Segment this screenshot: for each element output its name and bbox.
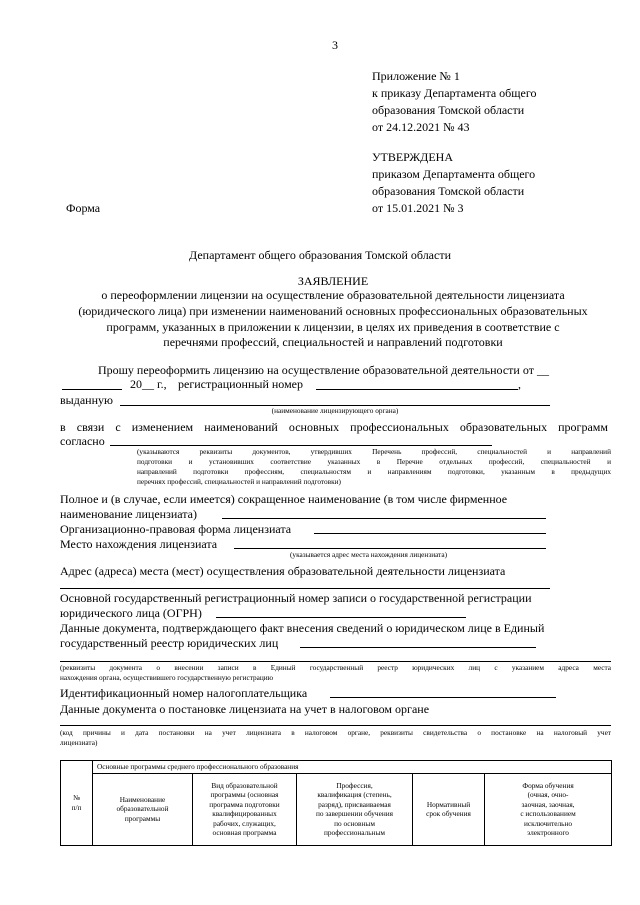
request-year: 20__ г., <box>130 377 167 391</box>
col-profession-header: Профессия, квалификация (степень, разряд), присваиваемая по завершении обучения по основным профессиональным <box>297 773 413 845</box>
change-hint-3: направлений подготовки профессиям, специальностям и направлениям подготовки, указанным в предыдущих <box>137 467 611 476</box>
tax-hint-1: (код причины и дата постановки на учет лицензиата в налоговом органе, реквизиты свидетельства о постановке на налоговый учет <box>60 728 611 737</box>
location-hint: (указывается адрес места нахождения лицензиата) <box>290 550 448 559</box>
statement-subtitle-2: (юридического лица) при изменении наименований основных профессиональных образовательных <box>78 304 588 318</box>
change-docs-field[interactable] <box>110 445 492 446</box>
request-reg-label: регистрационный номер <box>178 377 303 391</box>
issued-label: выданную <box>60 393 113 407</box>
fullname-field[interactable] <box>222 518 546 519</box>
approved-line-2: приказом Департамента общего <box>372 167 536 181</box>
change-hint-1: (указываются реквизиты документов, утвердивших Перечень профессий, специальностей и направлений <box>137 447 611 456</box>
department-name: Департамент общего образования Томской области <box>188 248 452 262</box>
col-number-header: № п/п <box>61 761 93 846</box>
request-line-1: Прошу переоформить лицензию на осуществление образовательной деятельности от __ <box>98 363 549 377</box>
egrul-extra-field[interactable] <box>60 661 611 662</box>
approved-title: УТВЕРЖДЕНА <box>372 150 454 164</box>
egrul-line-1: Данные документа, подтверждающего факт внесения сведений о юридическом лице в Единый <box>60 621 545 635</box>
ogrn-line-1: Основной государственный регистрационный номер записи о государственной регистрации <box>60 591 532 605</box>
inn-label: Идентификационный номер налогоплательщика <box>60 686 308 700</box>
appendix-line-1: Приложение № 1 <box>372 69 460 83</box>
egrul-hint-2: нахождения органа, осуществившего государственную регистрацию <box>60 673 274 682</box>
legal-form-field[interactable] <box>314 533 546 534</box>
col-name-header: Наименование образовательной программы <box>93 773 193 845</box>
fullname-line-1: Полное и (в случае, если имеется) сокращенное наименование (в том числе фирменное <box>60 492 508 506</box>
approved-line-4: от 15.01.2021 № 3 <box>372 201 464 215</box>
egrul-line-2: государственный реестр юридических лиц <box>60 636 279 650</box>
issuer-hint: (наименование лицензирующего органа) <box>271 406 399 415</box>
statement-subtitle-1: о переоформлении лицензии на осуществление образовательной деятельности лицензиата <box>101 288 565 302</box>
col-form-header: Форма обучения (очная, очно- заочная, заочная, с использованием исключительно электронного <box>485 773 612 845</box>
tax-doc-label: Данные документа о постановке лицензиата на учет в налоговом органе <box>60 702 430 716</box>
egrul-field[interactable] <box>300 647 536 648</box>
activity-address-label: Адрес (адреса) места (мест) осуществления образовательной деятельности лицензиата <box>60 564 506 578</box>
tax-hint-2: лицензиата) <box>60 738 98 747</box>
date-day-field[interactable] <box>62 389 122 390</box>
appendix-line-4: от 24.12.2021 № 43 <box>372 120 470 134</box>
legal-form-label: Организационно-правовая форма лицензиата <box>60 522 292 536</box>
inn-field[interactable] <box>330 697 556 698</box>
change-hint-4: перечнях профессий, специальностей и направлений подготовки) <box>137 477 341 486</box>
comma: , <box>518 377 521 391</box>
tax-doc-field[interactable] <box>60 725 611 726</box>
location-label: Место нахождения лицензиата <box>60 537 218 551</box>
appendix-line-3: образования Томской области <box>372 103 525 117</box>
approved-line-3: образования Томской области <box>372 184 525 198</box>
change-hint-2: подготовки и установивших соответствие указанных в Перечне отдельных профессий, специальностей и <box>137 457 611 466</box>
change-line-1: в связи с изменением наименований основных профессиональных образовательных программ <box>60 420 608 434</box>
statement-subtitle-3: программ, указанных в приложении к лицензии, в целях их приведения в соответствие с <box>106 320 560 334</box>
statement-title: ЗАЯВЛЕНИЕ <box>297 274 369 288</box>
col-kind-header: Вид образовательной программы (основная программа подготовки квалифицированных рабочих, служащих, основная программа <box>193 773 297 845</box>
ogrn-field[interactable] <box>216 617 466 618</box>
fullname-line-2: наименование лицензиата) <box>60 507 197 521</box>
location-field[interactable] <box>234 548 546 549</box>
col-term-header: Нормативный срок обучения <box>413 773 485 845</box>
statement-subtitle-4: перечнями профессий, специальностей и направлений подготовки <box>163 335 503 349</box>
form-label: Форма <box>66 201 101 215</box>
ogrn-line-2: юридического лица (ОГРН) <box>60 606 202 620</box>
programs-table <box>60 760 612 846</box>
egrul-hint-1: (реквизиты документа о внесении записи в Единый государственный реестр юридических лиц с указанием адреса места <box>60 663 611 672</box>
change-line-2: согласно <box>60 434 105 448</box>
reg-number-field[interactable] <box>316 389 518 390</box>
group-header: Основные программы среднего профессионального образования <box>93 761 612 774</box>
appendix-line-2: к приказу Департамента общего <box>372 86 537 100</box>
page-number: 3 <box>332 38 338 52</box>
